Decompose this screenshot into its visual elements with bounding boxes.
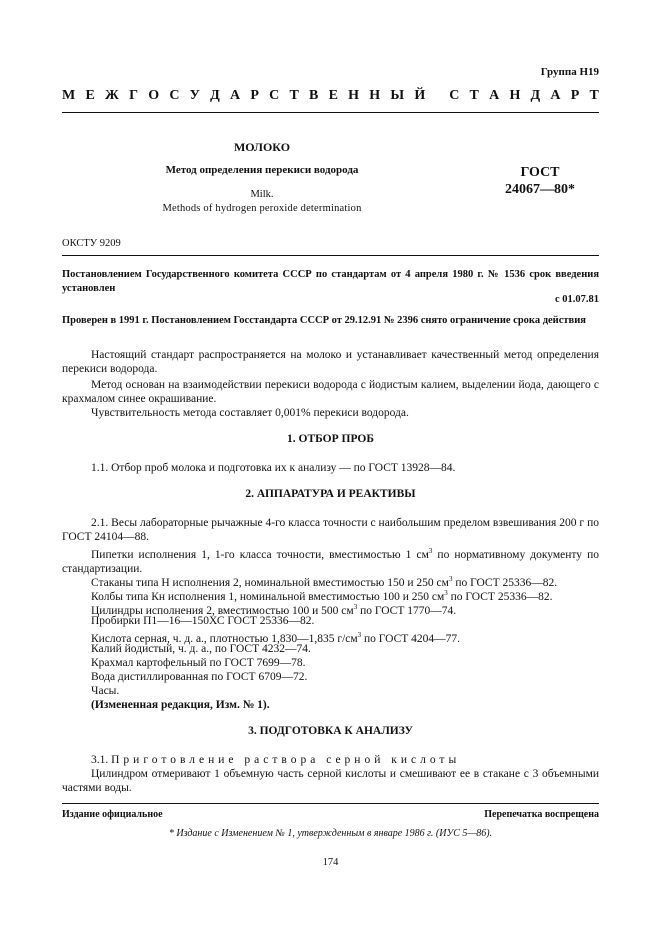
reagent-starch: Крахмал картофельный по ГОСТ 7699—78. xyxy=(91,657,306,669)
banner-letter: В xyxy=(309,88,319,103)
banner-letter: Г xyxy=(129,88,138,103)
apparatus-clock: Часы. xyxy=(91,685,120,697)
edition-footnote: * Издание с Изменением № 1, утвержденным в январе 1986 г. (ИУС 5—86). xyxy=(168,828,493,839)
document-title: МОЛОКО xyxy=(233,140,291,154)
amendment-note: (Измененная редакция, Изм. № 1). xyxy=(91,699,270,711)
flasks-text-end: по ГОСТ 25336—82. xyxy=(447,590,553,603)
banner-letter: Т xyxy=(289,88,299,103)
intro-paragraph-1: Настоящий стандарт распространяется на молоко и устанавливает качественный метод определения перекиси водорода. xyxy=(62,349,599,375)
banner-letter: Н xyxy=(369,88,381,103)
acid-text-end: по ГОСТ 4204—77. xyxy=(361,632,461,645)
decree-text: Постановлением Государственного комитета СССР по стандартам от 4 апреля 1980 г. № 1536 срок введения установлен xyxy=(62,269,599,294)
banner-letter: М xyxy=(62,88,76,103)
banner-letter: Т xyxy=(469,88,479,103)
banner-letter: Ы xyxy=(390,88,405,103)
section-1-heading: 1. ОТБОР ПРОБ xyxy=(287,433,374,445)
banner-letter: С xyxy=(169,88,180,103)
banner-letter: Д xyxy=(530,88,541,103)
standard-banner xyxy=(62,88,599,104)
apparatus-test-tubes: Пробирки П1—16—150ХС ГОСТ 25336—82. xyxy=(91,615,315,627)
pipettes-text: Пипетки исполнения 1, 1-го класса точности, вместимостью 1 см xyxy=(91,548,429,561)
top-rule xyxy=(62,112,599,113)
english-title: Milk. xyxy=(250,189,274,200)
reagent-potassium-iodide: Калий йодистый, ч. д. а., по ГОСТ 4232—74. xyxy=(91,643,311,655)
banner-letter xyxy=(435,88,439,104)
beakers-text: Стаканы типа Н исполнения 2, номинальной вместимостью 150 и 250 см xyxy=(91,576,449,589)
beakers-text-end: по ГОСТ 25336—82. xyxy=(452,576,558,589)
banner-letter: Е xyxy=(328,88,338,103)
gost-number: 24067—80* xyxy=(505,182,575,197)
group-code: Группа Н19 xyxy=(540,66,599,78)
intro-paragraph-2: Метод основан на взаимодействии перекиси водорода с йодистым калием, выделении йода, дающего с крахмалом синее окрашивание. xyxy=(62,379,599,405)
cylinders-text-end: по ГОСТ 1770—74. xyxy=(357,604,457,617)
banner-letter: Т xyxy=(589,88,599,103)
gost-designation xyxy=(470,164,610,198)
section-3-subheading xyxy=(91,753,599,767)
bottom-rule xyxy=(62,803,599,804)
banner-letter: Е xyxy=(85,88,95,103)
section-3-heading: 3. ПОДГОТОВКА К АНАЛИЗУ xyxy=(248,725,413,737)
pipettes-text-end: по нормативному документу по стандартизации. xyxy=(62,548,599,575)
flasks-text: Колбы типа Кн исполнения 1, номинальной вместимостью 100 и 250 см xyxy=(91,590,445,603)
document-subtitle: Метод определения перекиси водорода xyxy=(165,164,359,176)
page-number: 174 xyxy=(322,857,339,868)
unit-superscript: 3 xyxy=(357,631,362,639)
english-subtitle: Methods of hydrogen peroxide determination xyxy=(162,203,362,214)
banner-letter: Р xyxy=(570,88,580,103)
effective-date: с 01.07.81 xyxy=(554,294,599,305)
official-edition-label: Издание официальное xyxy=(62,809,163,820)
acid-text: Кислота серная, ч. д. а., плотностью 1,830—1,835 г/см xyxy=(91,632,358,645)
banner-letter: У xyxy=(189,88,200,103)
subheading-number: 3.1. xyxy=(91,754,112,766)
revision-note: Проверен в 1991 г. Постановлением Госстандарта СССР от 29.12.91 № 2396 снято ограничение срока действия xyxy=(62,315,586,326)
banner-letter: А xyxy=(550,88,561,103)
section-1-paragraph: 1.1. Отбор проб молока и подготовка их к анализу — по ГОСТ 13928—84. xyxy=(91,462,456,474)
banner-letter: А xyxy=(230,88,241,103)
intro-paragraph-3: Чувствительность метода составляет 0,001% перекиси водорода. xyxy=(91,407,409,419)
oksty-code: ОКСТУ 9209 xyxy=(62,238,121,249)
section-2-heading: 2. АППАРАТУРА И РЕАКТИВЫ xyxy=(245,488,416,500)
banner-letter: А xyxy=(489,88,500,103)
cylinders-text: Цилиндры исполнения 2, вместимостью 100 и 500 см xyxy=(91,604,354,617)
middle-rule xyxy=(62,255,599,256)
unit-superscript: 3 xyxy=(444,589,448,597)
banner-letter: С xyxy=(449,88,460,103)
banner-letter: С xyxy=(269,88,280,103)
banner-letter: Д xyxy=(210,88,220,103)
banner-letter: Р xyxy=(250,88,259,103)
banner-letter: Н xyxy=(348,88,360,103)
banner-letter: Н xyxy=(509,88,521,103)
reagent-water: Вода дистиллированная по ГОСТ 6709—72. xyxy=(91,671,308,683)
banner-letter: О xyxy=(148,88,160,103)
banner-letter: Й xyxy=(414,88,426,103)
reprint-prohibited-label: Перепечатка воспрещена xyxy=(484,809,599,820)
subheading-text: Приготовление раствора серной кислоты xyxy=(111,754,461,766)
banner-letter: Ж xyxy=(105,88,119,103)
unit-superscript: 3 xyxy=(428,547,433,555)
apparatus-scales: 2.1. Весы лабораторные рычажные 4-го класса точности с наибольшим пределом взвешивания 200 г по ГОСТ 24104—88. xyxy=(62,517,599,543)
unit-superscript: 3 xyxy=(353,603,358,611)
section-3-paragraph: Цилиндром отмеривают 1 объемную часть серной кислоты и смешивают ее в стакане с 3 объемными частями воды. xyxy=(62,768,599,794)
gost-label: ГОСТ xyxy=(520,165,560,180)
unit-superscript: 3 xyxy=(448,575,453,583)
